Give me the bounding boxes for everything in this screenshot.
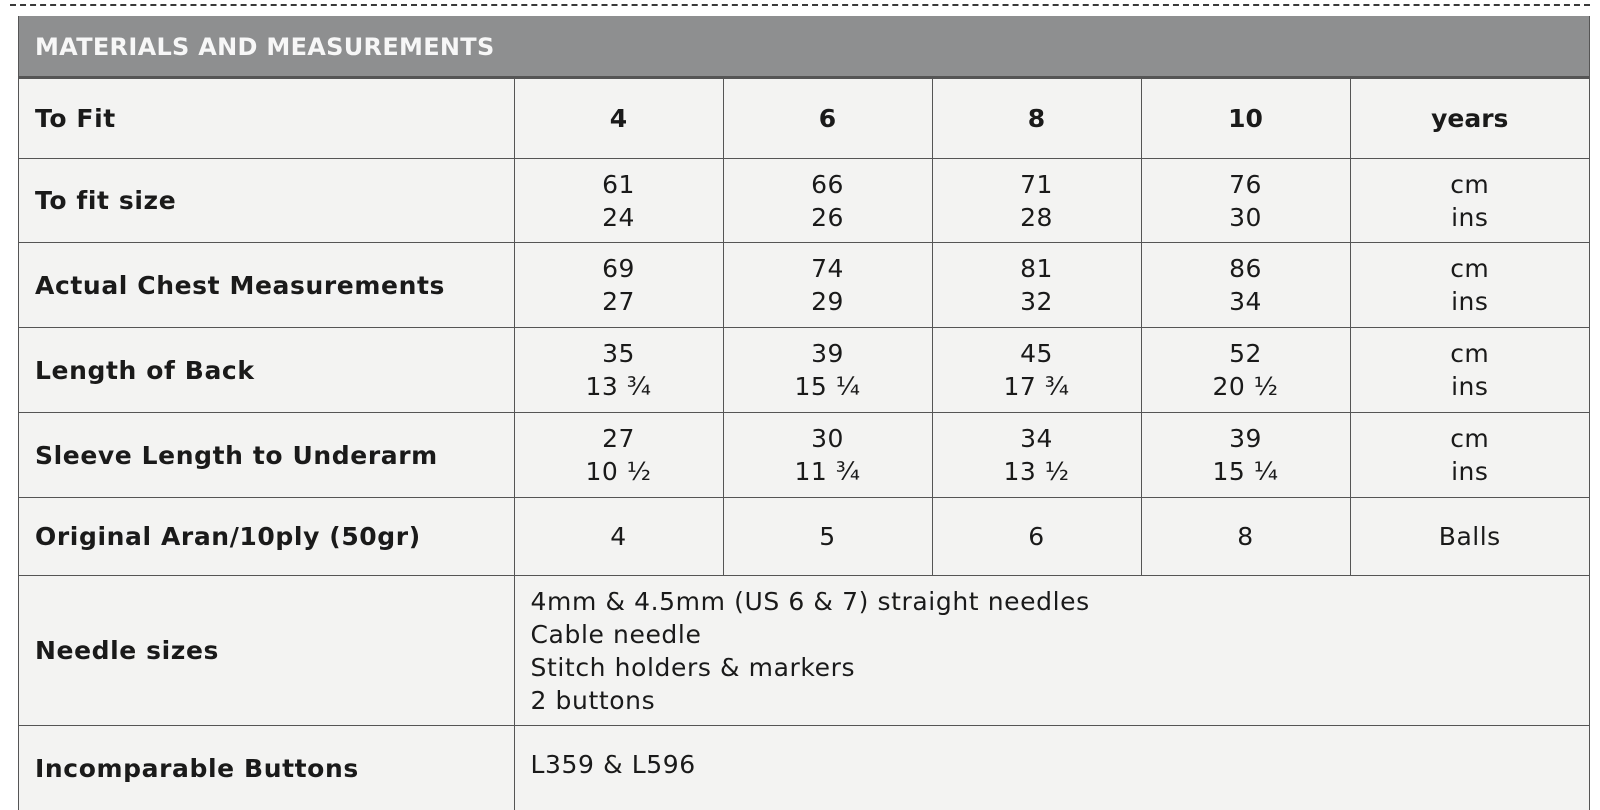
table-row bbox=[19, 159, 1589, 243]
row-label: Actual Chest Measurements bbox=[19, 243, 514, 328]
value-cell bbox=[1141, 159, 1350, 243]
value-cell bbox=[723, 243, 932, 328]
value-cell bbox=[514, 328, 723, 413]
unit-cm: cm bbox=[1450, 254, 1490, 283]
unit-cm: cm bbox=[1450, 424, 1490, 453]
value-cell bbox=[1141, 328, 1350, 413]
ins-value: 24 bbox=[602, 202, 635, 232]
button-codes: L359 & L596 bbox=[514, 726, 1589, 810]
cm-value: 61 bbox=[602, 169, 635, 199]
ins-value: 13 ½ bbox=[1003, 457, 1070, 486]
ball-count: 4 bbox=[514, 498, 723, 576]
size-header: 8 bbox=[932, 79, 1141, 159]
table-row-header bbox=[19, 79, 1589, 159]
value-cell bbox=[1141, 243, 1350, 328]
ins-value: 17 ¾ bbox=[1003, 372, 1070, 401]
materials-panel bbox=[18, 16, 1590, 810]
row-label: Incomparable Buttons bbox=[19, 726, 514, 810]
unit-cm: cm bbox=[1450, 169, 1490, 199]
row-label: To fit size bbox=[19, 159, 514, 243]
cm-value: 35 bbox=[602, 339, 635, 368]
ins-value: 20 ½ bbox=[1212, 372, 1279, 401]
unit-cell: Balls bbox=[1350, 498, 1589, 576]
unit-cell bbox=[1350, 159, 1589, 243]
value-cell bbox=[514, 413, 723, 498]
unit-ins: ins bbox=[1451, 287, 1489, 316]
cm-value: 34 bbox=[1020, 424, 1053, 453]
ins-value: 10 ½ bbox=[585, 457, 652, 486]
cut-line bbox=[10, 4, 1590, 6]
table-row bbox=[19, 413, 1589, 498]
ins-value: 29 bbox=[811, 287, 844, 316]
row-label: Length of Back bbox=[19, 328, 514, 413]
ball-count: 5 bbox=[723, 498, 932, 576]
value-cell bbox=[932, 243, 1141, 328]
ins-value: 32 bbox=[1020, 287, 1053, 316]
ins-value: 11 ¾ bbox=[794, 457, 861, 486]
unit-ins: ins bbox=[1451, 202, 1489, 232]
table-row-buttons bbox=[19, 726, 1589, 810]
cm-value: 39 bbox=[1229, 424, 1262, 453]
ball-count: 6 bbox=[932, 498, 1141, 576]
cm-value: 39 bbox=[811, 339, 844, 368]
cm-value: 86 bbox=[1229, 254, 1262, 283]
needle-item: Stitch holders & markers bbox=[530, 652, 856, 682]
unit-cell bbox=[1350, 243, 1589, 328]
table-row-yarn bbox=[19, 498, 1589, 576]
cm-value: 81 bbox=[1020, 254, 1053, 283]
ins-value: 26 bbox=[811, 202, 844, 232]
unit-ins: ins bbox=[1451, 457, 1489, 486]
row-label: Sleeve Length to Underarm bbox=[19, 413, 514, 498]
table-row-needles bbox=[19, 576, 1589, 726]
row-label: Needle sizes bbox=[19, 576, 514, 726]
ins-value: 30 bbox=[1229, 202, 1262, 232]
cm-value: 76 bbox=[1229, 169, 1262, 199]
ins-value: 27 bbox=[602, 287, 635, 316]
value-cell bbox=[514, 243, 723, 328]
table-row bbox=[19, 328, 1589, 413]
unit-cm: cm bbox=[1450, 339, 1490, 368]
needle-item: 4mm & 4.5mm (US 6 & 7) straight needles bbox=[530, 586, 1090, 616]
value-cell bbox=[932, 159, 1141, 243]
size-header: 10 bbox=[1141, 79, 1350, 159]
value-cell bbox=[723, 159, 932, 243]
size-header: 4 bbox=[514, 79, 723, 159]
cm-value: 52 bbox=[1229, 339, 1262, 368]
row-label: Original Aran/10ply (50gr) bbox=[19, 498, 514, 576]
needle-list bbox=[514, 576, 1589, 726]
cm-value: 71 bbox=[1020, 169, 1053, 199]
panel-title: MATERIALS AND MEASUREMENTS bbox=[35, 33, 495, 61]
cm-value: 30 bbox=[811, 424, 844, 453]
needle-item: Cable needle bbox=[530, 619, 702, 649]
cm-value: 45 bbox=[1020, 339, 1053, 368]
table-row bbox=[19, 243, 1589, 328]
size-header: 6 bbox=[723, 79, 932, 159]
value-cell bbox=[723, 413, 932, 498]
ins-value: 13 ¾ bbox=[585, 372, 652, 401]
needle-item: 2 buttons bbox=[530, 685, 656, 715]
ball-count: 8 bbox=[1141, 498, 1350, 576]
cm-value: 74 bbox=[811, 254, 844, 283]
cm-value: 69 bbox=[602, 254, 635, 283]
row-label: To Fit bbox=[19, 79, 514, 159]
ins-value: 28 bbox=[1020, 202, 1053, 232]
ins-value: 15 ¼ bbox=[1212, 457, 1279, 486]
measurements-table bbox=[19, 78, 1589, 810]
unit-cell bbox=[1350, 413, 1589, 498]
title-bar bbox=[19, 16, 1589, 78]
ins-value: 15 ¼ bbox=[794, 372, 861, 401]
unit-cell bbox=[1350, 328, 1589, 413]
unit-ins: ins bbox=[1451, 372, 1489, 401]
unit-header: years bbox=[1350, 79, 1589, 159]
value-cell bbox=[932, 413, 1141, 498]
cm-value: 27 bbox=[602, 424, 635, 453]
cm-value: 66 bbox=[811, 169, 844, 199]
value-cell bbox=[723, 328, 932, 413]
value-cell bbox=[514, 159, 723, 243]
value-cell bbox=[1141, 413, 1350, 498]
value-cell bbox=[932, 328, 1141, 413]
ins-value: 34 bbox=[1229, 287, 1262, 316]
